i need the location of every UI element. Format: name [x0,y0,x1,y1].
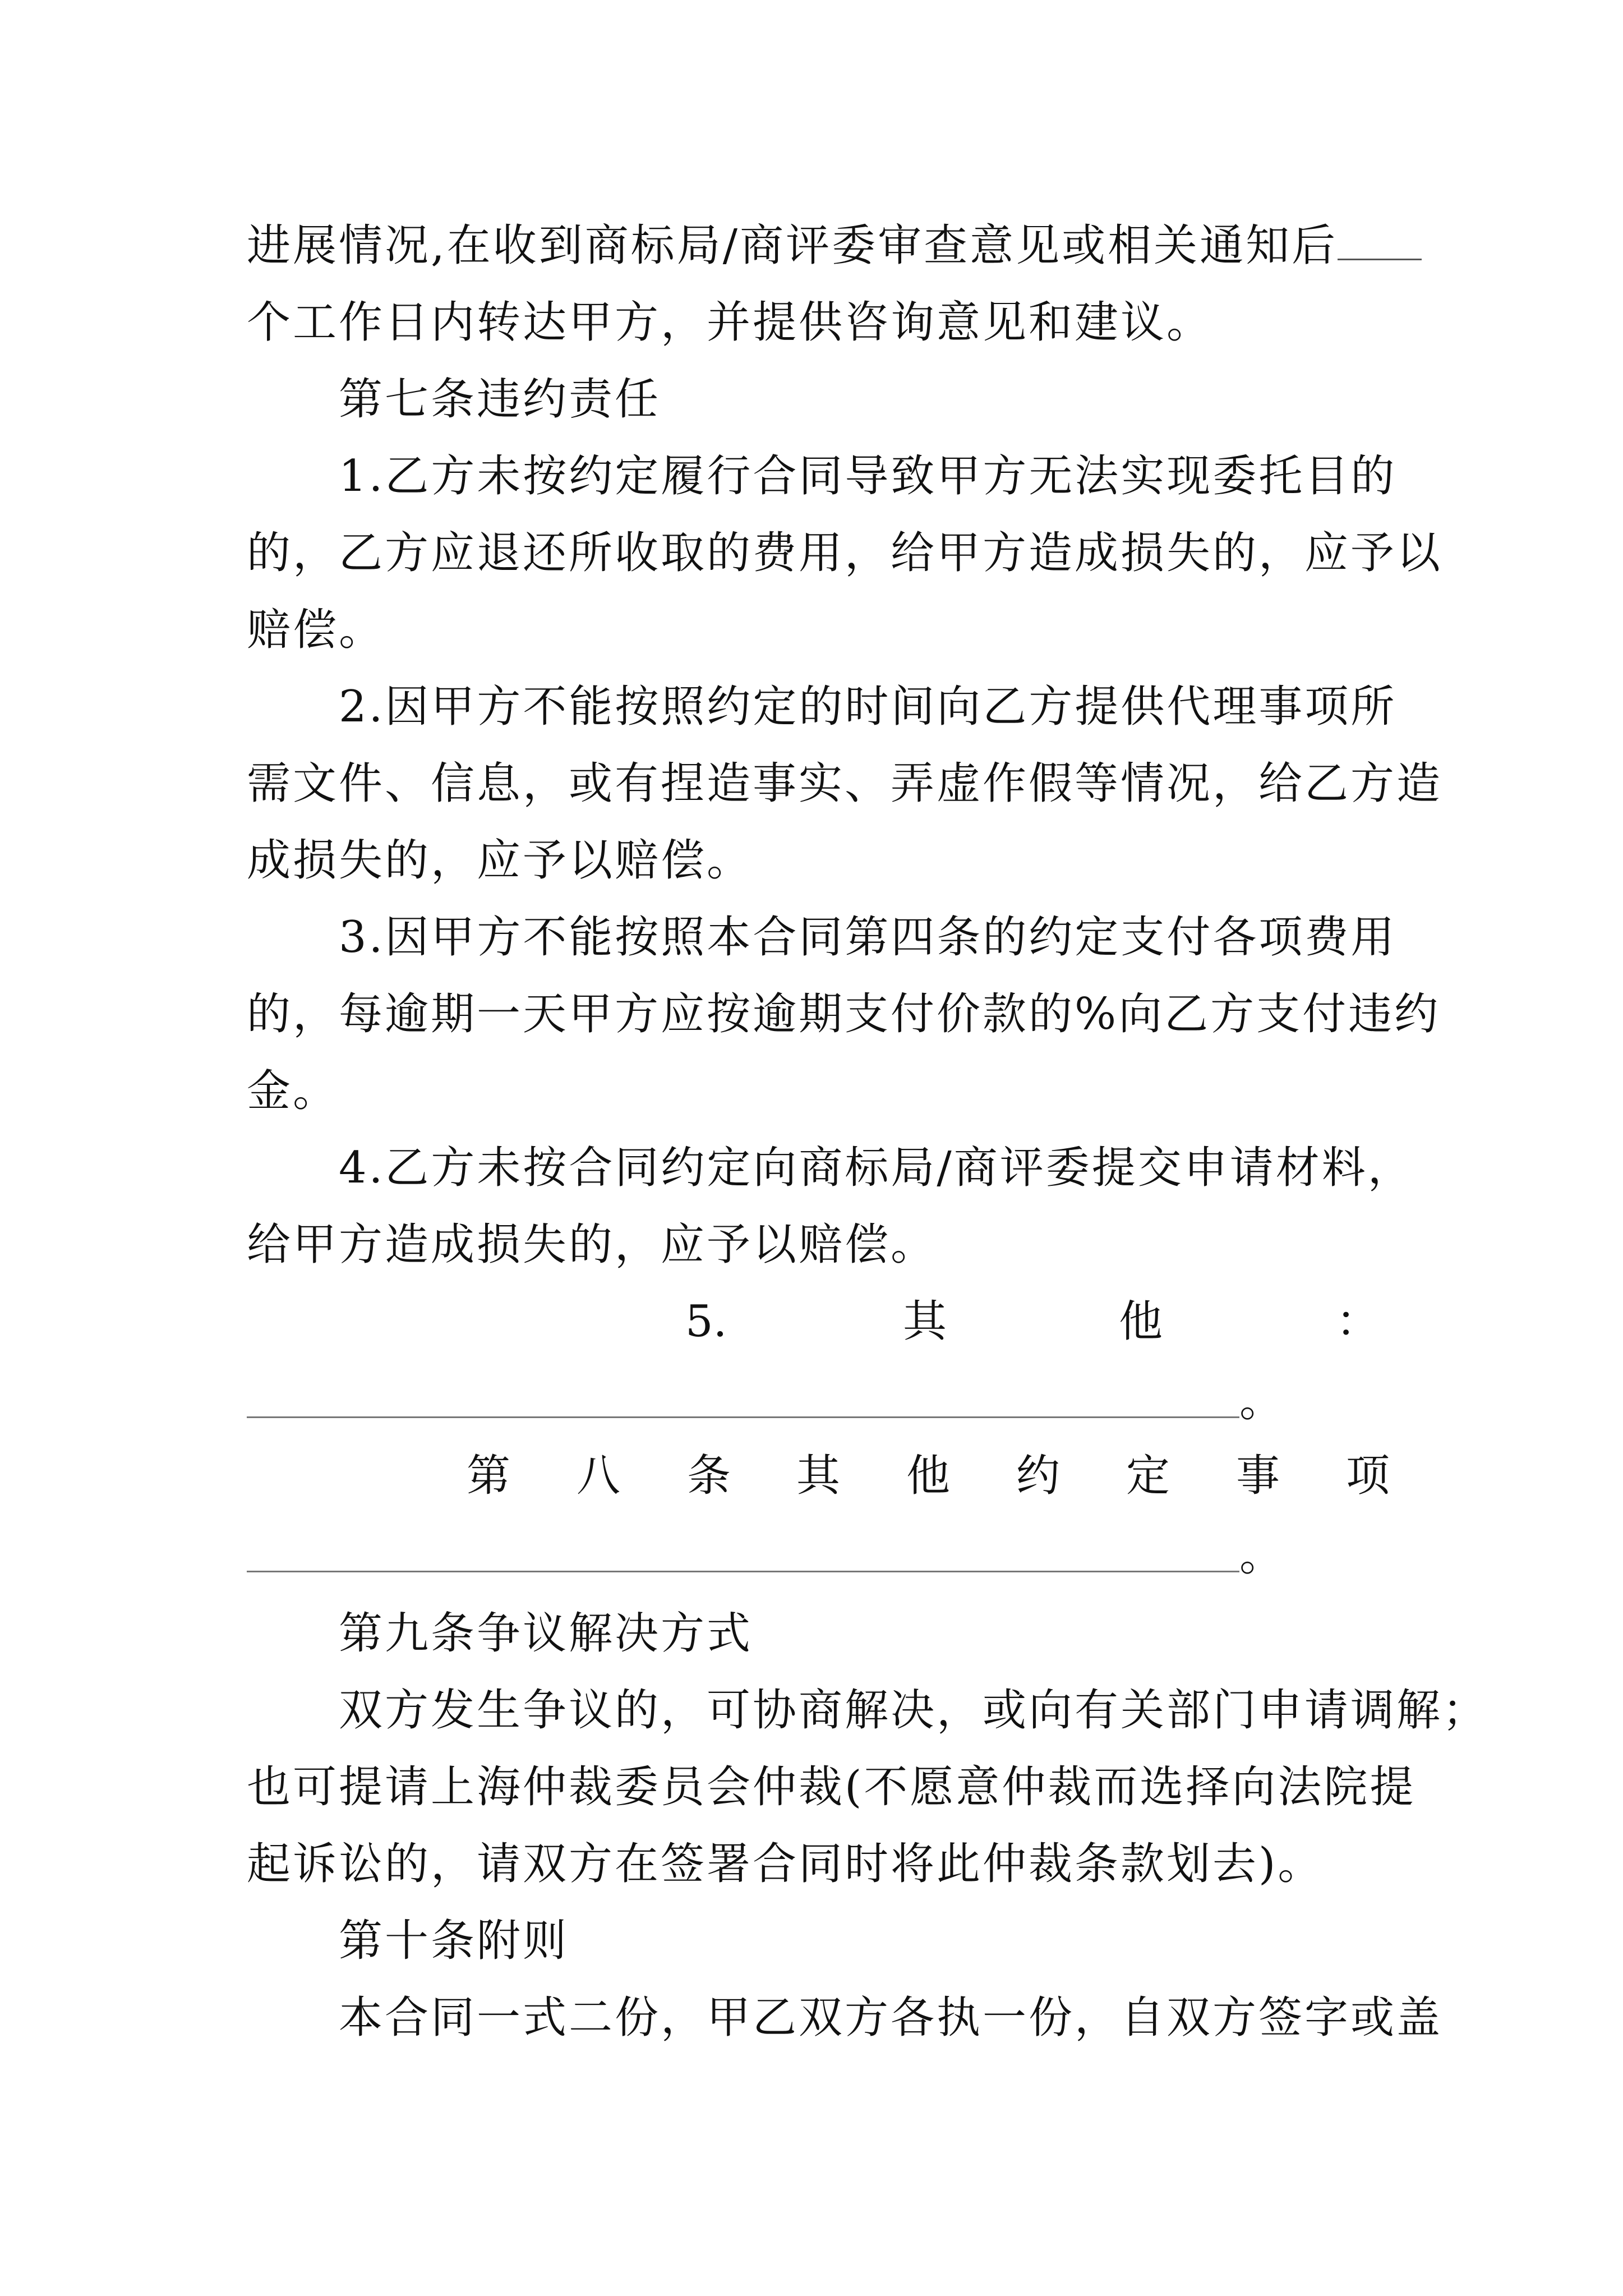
paragraph-line: 本合同一式二份，甲乙双方各执一份，自双方签字或盖 [339,1993,1443,2043]
paragraph-line: 也可提请上海仲裁委员会仲裁(不愿意仲裁而选择向法院提 [247,1762,1416,1812]
paragraph-line: 起诉讼的，请双方在签署合同时将此仲裁条款划去)。 [247,1839,1324,1889]
paragraph-line: 3.因甲方不能按照本合同第四条的约定支付各项费用 [339,912,1397,963]
paragraph-line: 2.因甲方不能按照约定的时间向乙方提供代理事项所 [339,682,1397,732]
fill-blank-line [247,1416,1239,1418]
article-heading: 第十条附则 [339,1916,569,1966]
article8-char: 第 [467,1451,511,1501]
paragraph-line: 金。 [247,1066,339,1116]
article8-char: 八 [577,1451,621,1501]
article-heading: 第七条违约责任 [339,374,661,425]
paragraph-line: 4.乙方未按合同约定向商标局/商评委提交申请材料， [339,1143,1414,1193]
item5-number: 5. [685,1296,727,1347]
article8-char: 项 [1346,1451,1390,1501]
paragraph-line: 赔偿。 [247,605,385,655]
paragraph-line: 需文件、信息，或有捏造事实、弄虚作假等情况，给乙方造 [247,758,1443,809]
article8-char: 条 [687,1451,731,1501]
article-heading: 第九条争议解决方式 [339,1608,753,1659]
paragraph-line [247,218,1391,274]
article8-char: 事 [1236,1451,1280,1501]
article8-char: 他 [906,1451,951,1501]
fill-blank [1338,225,1422,260]
item5-colon: ： [1336,1296,1380,1347]
paragraph-line: 成损失的，应予以赔偿。 [247,835,753,886]
article8-char: 其 [796,1451,841,1501]
paragraph-line: 1.乙方未按约定履行合同导致甲方无法实现委托目的 [339,451,1397,501]
paragraph-line: 的，每逾期一天甲方应按逾期支付价款的%向乙方支付违约 [247,989,1441,1039]
paragraph-line: 个工作日内转达甲方，并提供咨询意见和建议。 [247,297,1213,348]
text: 进展情况,在收到商标局/商评委审查意见或相关通知后 [247,220,1338,271]
item5-char: 他 [1119,1296,1163,1347]
article8-char: 定 [1126,1451,1170,1501]
period: 。 [1239,1530,1284,1581]
period: 。 [1239,1376,1284,1427]
paragraph-line: 双方发生争议的，可协商解决，或向有关部门申请调解； [339,1685,1489,1736]
article8-char: 约 [1016,1451,1061,1501]
paragraph-line: 的，乙方应退还所收取的费用，给甲方造成损失的，应予以 [247,528,1443,578]
fill-blank-line [247,1571,1239,1572]
paragraph-line: 给甲方造成损失的，应予以赔偿。 [247,1220,937,1270]
item5-char: 其 [903,1296,947,1347]
